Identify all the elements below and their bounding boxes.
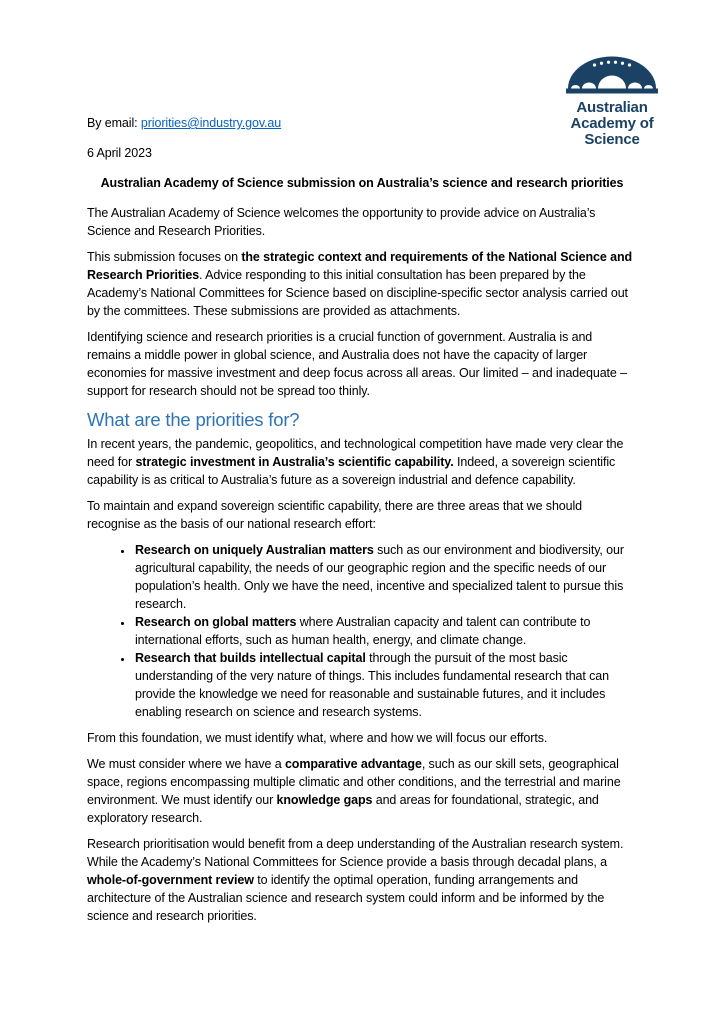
bold-run: Research that builds intellectual capital bbox=[135, 651, 366, 665]
logo-text-line: Academy of bbox=[570, 115, 654, 132]
bold-run: comparative advantage bbox=[284, 757, 422, 771]
research-areas-list bbox=[87, 541, 637, 721]
bullet-item-intellectual-capital bbox=[133, 649, 637, 721]
paragraph-research-prioritisation bbox=[87, 835, 637, 925]
paragraph-welcome bbox=[87, 204, 637, 240]
text-run: Research prioritisation would benefit from a deep understanding of the Australian research system. While the Academy’s National Committees for Science provide a basis through decadal plans, a bbox=[87, 837, 624, 869]
text-run: The Australian Academy of Science welcomes the opportunity to provide advice on Australia’s Science and Research Priorities. bbox=[87, 206, 596, 238]
paragraph-identifying-priorities bbox=[87, 328, 637, 400]
paragraph-submission-focus bbox=[87, 248, 637, 320]
paragraph-foundation bbox=[87, 729, 637, 747]
text-run: and areas for foundational, strategic, and exploratory research. bbox=[87, 793, 599, 825]
email-link[interactable]: priorities@industry.gov.au bbox=[140, 116, 282, 130]
text-run: To maintain and expand sovereign scientific capability, there are three areas that we should recognise as the basis of our national research effort: bbox=[87, 499, 583, 531]
text-run: where Australian capacity and talent can contribute to international efforts, such as human health, energy, and climate change. bbox=[135, 615, 591, 647]
bold-run: Research on global matters bbox=[135, 615, 297, 629]
text-run: to identify the optimal operation, funding arrangements and architecture of the Australian science and research system could inform and be informed by the science and research priorities. bbox=[87, 873, 605, 923]
text-run: such as our environment and biodiversity, our agricultural capability, the needs of our geographic region and the specific needs of our population’s health. Only we have the need, incentive and specialized talent to pursue this research. bbox=[135, 543, 624, 611]
bold-run: knowledge gaps bbox=[276, 793, 373, 807]
text-run: . Advice responding to this initial consultation has been prepared by the Academy’s National Committees for Science based on discipline-specific sector analysis carried out by the committees. These submissions are provided as attachments. bbox=[87, 268, 628, 318]
text-run: This submission focuses on bbox=[87, 250, 242, 264]
date-line: 6 April 2023 bbox=[87, 146, 152, 160]
text-run: Identifying science and research priorities is a crucial function of government. Australia is and remains a middle power in global science, and Australia does not have the capacity of larger economies for massive investment and deep focus across all areas. Our limited – and inadequate – support for research should not be spread too thinly. bbox=[87, 330, 628, 398]
bold-run: strategic investment in Australia’s scientific capability. bbox=[135, 455, 454, 469]
text-run: In recent years, the pandemic, geopolitics, and technological competition have made very clear the need for bbox=[87, 437, 624, 469]
logo-text-line: Australian bbox=[576, 99, 648, 116]
text-run: From this foundation, we must identify what, where and how we will focus our efforts. bbox=[87, 731, 548, 745]
paragraph-three-areas-intro bbox=[87, 497, 637, 533]
bold-run: the strategic context and requirements of the National Science and Research Priorities bbox=[87, 250, 633, 282]
text-run: We must consider where we have a bbox=[87, 757, 285, 771]
shine-dome-icon bbox=[566, 50, 658, 97]
bold-run: whole-of-government review bbox=[87, 873, 254, 887]
logo-text-line: Science bbox=[584, 131, 640, 148]
by-email-line bbox=[87, 114, 637, 132]
by-email-label: By email: bbox=[87, 116, 141, 130]
document-title: Australian Academy of Science submission on Australia’s science and research priorities bbox=[100, 176, 624, 190]
text-run: Indeed, a sovereign scientific capability is as critical to Australia’s future as a sovereign industrial and defence capability. bbox=[87, 455, 616, 487]
paragraph-recent-years bbox=[87, 435, 637, 489]
bullet-item-global-matters bbox=[133, 613, 637, 649]
bullet-item-australian-matters bbox=[133, 541, 637, 613]
paragraph-comparative-advantage bbox=[87, 755, 637, 827]
bold-run: Research on uniquely Australian matters bbox=[135, 543, 374, 557]
section-heading-priorities: What are the priorities for? bbox=[87, 409, 300, 430]
letter-body bbox=[87, 114, 637, 933]
text-run: , such as our skill sets, geographical space, regions encompassing multiple climatic and other conditions, and the terrestrial and marine environment. We must identify our bbox=[87, 757, 621, 807]
text-run: through the pursuit of the most basic understanding of the very nature of things. This includes fundamental research that can provide the knowledge we need for reasonable and sustainable futures, and it includes enabling research on science and research systems. bbox=[135, 651, 610, 719]
